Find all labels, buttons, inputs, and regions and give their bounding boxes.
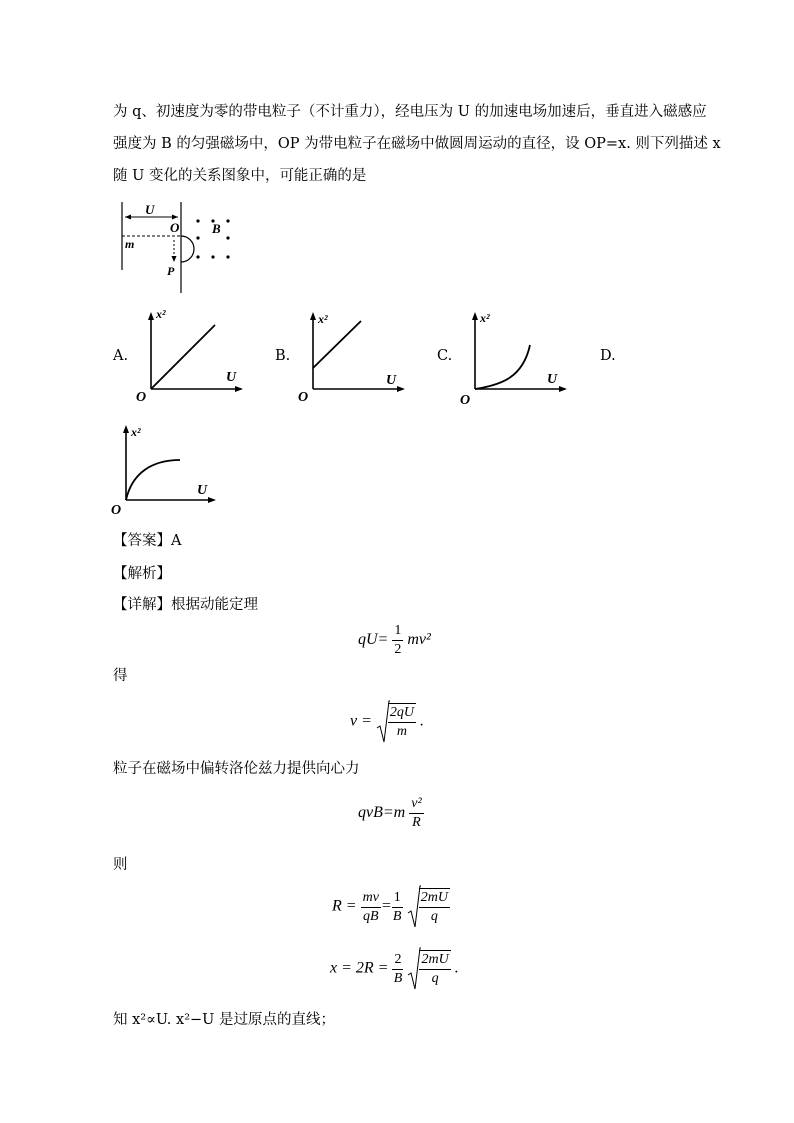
question-line-3: 随 U 变化的关系图象中，可能正确的是 bbox=[113, 168, 367, 184]
graph-A bbox=[133, 305, 248, 403]
equation-lorentz: qvB=m $\frac{\text{v²}}{R}$ bbox=[358, 796, 422, 830]
option-A-label: A. bbox=[113, 348, 129, 364]
text-de: 得 bbox=[113, 668, 128, 684]
question-line-2: 强度为 B 的匀强磁场中，OP 为带电粒子在磁场中做圆周运动的直径，设 OP=x. 则下列描述 x bbox=[113, 136, 721, 152]
graph-C-xlabel: U bbox=[547, 372, 558, 387]
equation-radius: R = $\frac{mv}{qB}$ = $\frac{1}{B}$ $\frac{2mU}{q}$ bbox=[332, 885, 450, 929]
text-ze: 则 bbox=[113, 857, 128, 873]
graph-D-xlabel: U bbox=[197, 483, 208, 498]
equation-diameter: x = 2R = $\frac{2}{B}$ $\frac{2mU}{q}$ . bbox=[330, 947, 459, 991]
graph-D-origin: O bbox=[111, 503, 122, 516]
graph-C bbox=[457, 305, 572, 405]
graph-A-ylabel: x² bbox=[156, 307, 166, 321]
answer-tag: 【答案】 bbox=[113, 533, 171, 549]
graph-D bbox=[108, 418, 223, 516]
setup-m-label: m bbox=[125, 237, 135, 251]
setup-U-label: U bbox=[145, 202, 155, 217]
graph-C-ylabel: x² bbox=[480, 311, 490, 325]
option-C-label: C. bbox=[437, 348, 453, 364]
graph-D-curve bbox=[126, 460, 180, 500]
answer-value: A bbox=[171, 533, 182, 549]
setup-B-label: B bbox=[212, 221, 221, 236]
setup-diagram bbox=[112, 200, 242, 295]
graph-B-curve bbox=[313, 321, 361, 368]
question-text bbox=[113, 96, 721, 192]
graph-D-ylabel: x² bbox=[131, 425, 141, 439]
question-line-1: 为 q、初速度为零的带电粒子（不计重力），经电压为 U 的加速电场加速后，垂直进入磁感应 bbox=[113, 104, 707, 120]
graph-B-ylabel: x² bbox=[318, 312, 328, 326]
setup-O-label: O bbox=[170, 220, 180, 235]
graph-A-origin: O bbox=[136, 390, 147, 403]
text-lorentz: 粒子在磁场中偏转洛伦兹力提供向心力 bbox=[113, 761, 360, 777]
equation-kinetic-energy: qU= $\frac{1}{2}$ mv² bbox=[358, 623, 431, 657]
analysis-tag: 【解析】 bbox=[113, 566, 171, 582]
graph-A-curve bbox=[151, 325, 215, 389]
graph-C-origin: O bbox=[460, 393, 471, 405]
setup-P-label: P bbox=[167, 264, 175, 278]
graph-B-origin: O bbox=[298, 390, 309, 403]
graph-C-curve bbox=[475, 345, 530, 389]
graph-A-xlabel: U bbox=[226, 370, 237, 385]
option-D-label: D. bbox=[600, 348, 616, 364]
option-B-label: B. bbox=[275, 348, 291, 364]
detail-tag: 【详解】 bbox=[113, 597, 171, 613]
text-conclusion: 知 x²∝U. x²−U 是过原点的直线； bbox=[113, 1012, 335, 1028]
detail-line bbox=[113, 593, 258, 614]
detail-text: 根据动能定理 bbox=[171, 597, 258, 613]
graph-B-xlabel: U bbox=[386, 373, 397, 388]
answer-line bbox=[113, 529, 181, 550]
graph-B bbox=[295, 305, 410, 403]
equation-velocity: v = $\frac{2qU}{m}$ . bbox=[350, 700, 424, 744]
